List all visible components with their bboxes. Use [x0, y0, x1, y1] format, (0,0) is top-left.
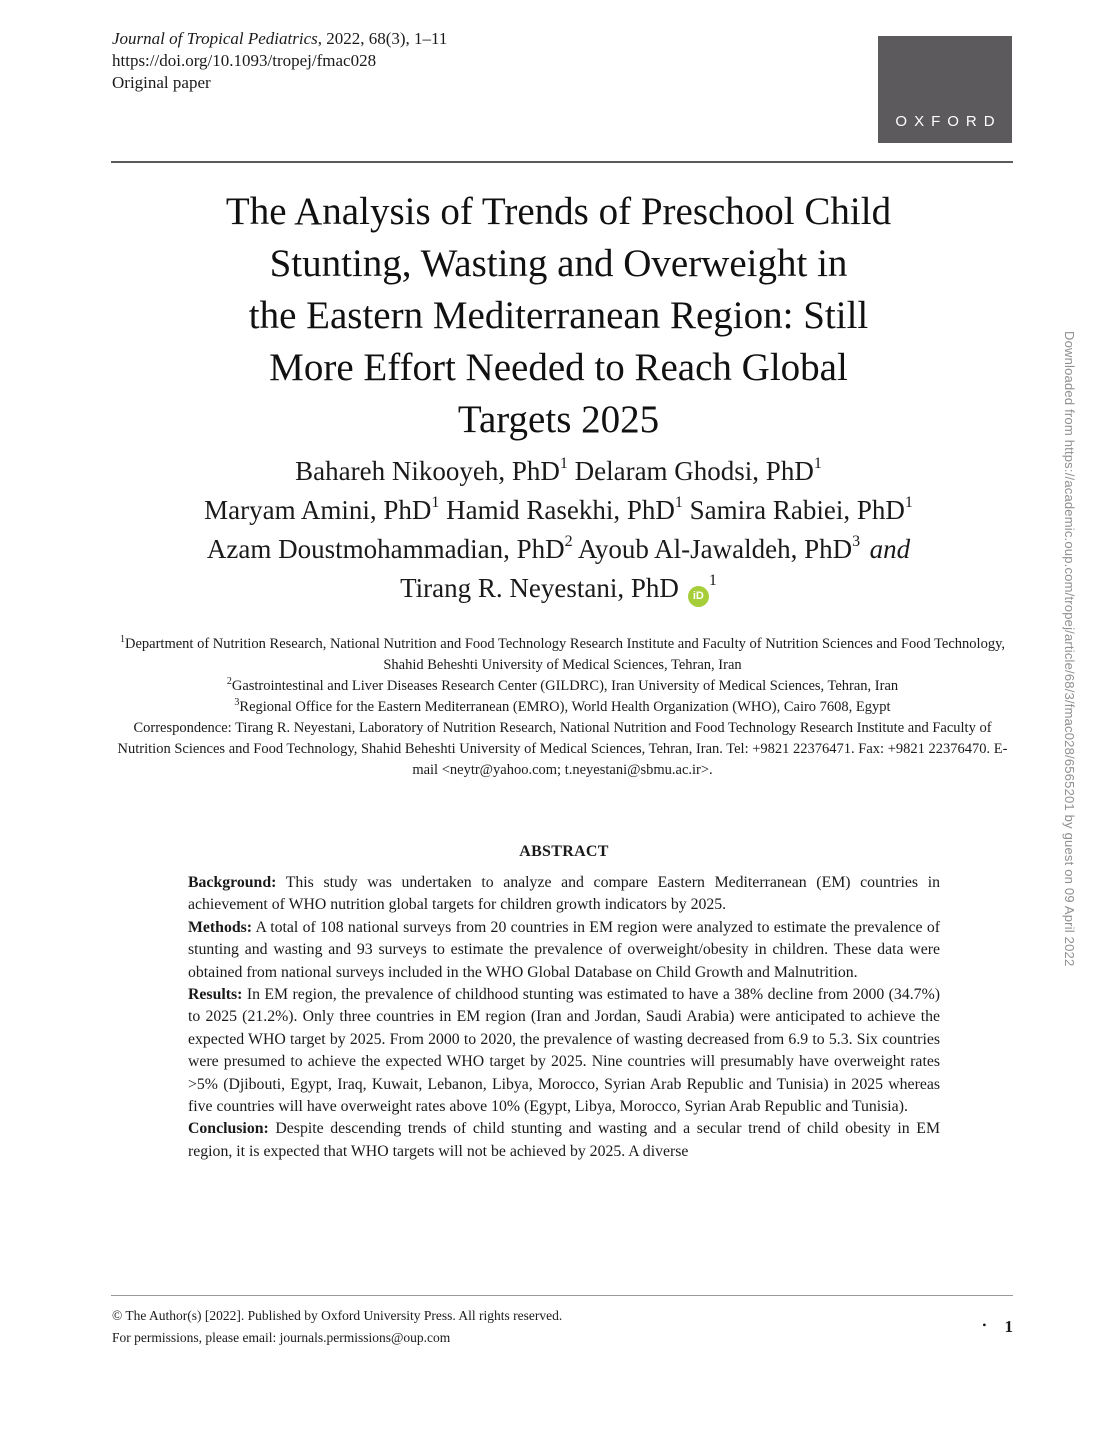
author-name: Delaram Ghodsi, PhD [567, 456, 814, 486]
authors-block [104, 452, 1013, 608]
affiliations-block [112, 634, 1013, 781]
affiliation-superscript: 1 [559, 455, 568, 472]
title-line: Stunting, Wasting and Overweight in [269, 242, 848, 285]
permissions-line: For permissions, please email: journals.permissions@oup.com [112, 1330, 451, 1345]
affiliation-number: 1 [120, 634, 125, 646]
author-name: Hamid Rasekhi, PhD [439, 495, 675, 525]
paragraph-text: This study was undertaken to analyze and compare Eastern Mediterranean (EM) countries in achievement of WHO nutrition global targets for children growth indicators by 2025. [188, 874, 940, 914]
and-connector: and [869, 534, 911, 564]
author-line-2 [104, 491, 1013, 530]
title-line: More Effort Needed to Reach Global [269, 346, 848, 389]
journal-name: Journal of Tropical Pediatrics [112, 29, 318, 48]
author-name: Azam Doustmohammadian, PhD [206, 534, 565, 564]
journal-header [112, 28, 447, 94]
page-number-block [960, 1317, 1013, 1337]
oxford-logo [878, 36, 1012, 143]
abstract-body [188, 872, 940, 1163]
paragraph-label: Results: [188, 986, 243, 1004]
affiliation-superscript: 3 [852, 533, 861, 550]
abstract-paragraph-background [188, 872, 940, 917]
abstract-heading: ABSTRACT [519, 843, 609, 860]
affiliation-text: Department of Nutrition Research, National Nutrition and Food Technology Research Institute and Faculty of Nutrition Sciences and Food Technology, Shahid Beheshti University of Medical Sciences, Tehran, Iran [125, 636, 1005, 673]
affiliation-superscript: 1 [708, 572, 717, 589]
affiliation-superscript: 2 [564, 533, 573, 550]
author-name: Tirang R. Neyestani, PhD [400, 573, 679, 603]
paragraph-label: Conclusion: [188, 1120, 269, 1138]
affiliation-text: Regional Office for the Eastern Mediterranean (EMRO), World Health Organization (WHO), Cairo 7608, Egypt [239, 699, 891, 715]
footer-divider [111, 1295, 1013, 1296]
download-watermark: Downloaded from https://academic.oup.com/tropej/article/68/3/fmac028/6565201 by guest on 09 April 2022 [1062, 331, 1077, 967]
paragraph-text: In EM region, the prevalence of childhood stunting was estimated to have a 38% decline from 2000 (34.7%) to 2025 (21.2%). Only three countries in EM region (Iran and Jordan, Saudi Arabia) were anticipated to achieve the expected WHO target by 2025. From 2000 to 2020, the prevalence of wasting decreased from 6.9 to 5.3. Six countries were presumed to achieve the expected WHO target by 2025. Nine countries will presumably have overweight rates >5% (Djibouti, Egypt, Iraq, Kuwait, Lebanon, Libya, Morocco, Syrian Arab Republic and Tunisia) in 2025 whereas five countries will have overweight rates above 10% (Egypt, Libya, Morocco, Syrian Arab Republic and Tunisia). [188, 986, 940, 1116]
affiliation-text: Gastrointestinal and Liver Diseases Research Center (GILDRC), Iran University of Medical Sciences, Tehran, Iran [231, 678, 899, 694]
affiliation-3 [112, 697, 1013, 718]
paragraph-text: Despite descending trends of child stunting and wasting and a secular trend of child obesity in EM region, it is expected that WHO targets will not be achieved by 2025. A diverse [188, 1120, 940, 1160]
author-name: Bahareh Nikooyeh, PhD [295, 456, 560, 486]
affiliation-1 [112, 634, 1013, 676]
title-line: The Analysis of Trends of Preschool Child [225, 190, 892, 233]
paragraph-label: Background: [188, 874, 277, 891]
oxford-logo-text: OXFORD [895, 113, 1002, 130]
affiliation-superscript: 1 [674, 494, 683, 511]
affiliation-superscript: 1 [813, 455, 822, 472]
title-line: the Eastern Mediterranean Region: Still [248, 294, 869, 337]
journal-line [112, 28, 447, 50]
author-line-1 [104, 452, 1013, 491]
orcid-icon[interactable]: iD [688, 586, 709, 607]
author-line-3 [104, 530, 1013, 569]
author-name: Maryam Amini, PhD [204, 495, 432, 525]
affiliation-superscript: 1 [431, 494, 440, 511]
journal-meta: , 2022, 68(3), 1–11 [317, 29, 448, 48]
author-name: Samira Rabiei, PhD [682, 495, 905, 525]
page-number-bullet: • [982, 1318, 987, 1332]
article-type: Original paper [112, 73, 211, 92]
abstract-paragraph-results [188, 984, 940, 1118]
title-line: Targets 2025 [457, 398, 660, 441]
affiliation-superscript: 1 [904, 494, 913, 511]
page-number: 1 [1004, 1317, 1013, 1336]
paragraph-text: A total of 108 national surveys from 20 countries in EM region were analyzed to estimate the prevalence of stunting and wasting and 93 surveys to estimate the prevalence of overweight/obesity in children. These data were obtained from national surveys included in the WHO Global Database on Child Growth and Malnutrition. [188, 918, 940, 981]
copyright-line: © The Author(s) [2022]. Published by Oxford University Press. All rights reserved. [112, 1308, 563, 1323]
abstract-paragraph-conclusion [188, 1118, 940, 1163]
correspondence: Correspondence: Tirang R. Neyestani, Laboratory of Nutrition Research, National Nutrition and Food Technology Research Institute and Faculty of Nutrition Sciences and Food Technology, Shahid Beheshti University of Medical Sciences, Tehran, Iran. Tel: +9821 22376471. Fax: +9821 22376470. E-mail <neytr@yahoo.com; t.neyestani@sbmu.ac.ir>. [117, 720, 1008, 778]
affiliation-number: 3 [234, 697, 240, 709]
article-title [104, 186, 1013, 446]
affiliation-2 [112, 676, 1013, 697]
author-line-4 [104, 569, 1013, 608]
affiliation-number: 2 [226, 676, 232, 688]
abstract-paragraph-methods [188, 917, 940, 984]
paragraph-label: Methods: [188, 918, 253, 936]
doi-line: https://doi.org/10.1093/tropej/fmac028 [112, 51, 377, 70]
header-divider [111, 161, 1013, 163]
footer-block [112, 1305, 562, 1349]
author-name: Ayoub Al-Jawaldeh, PhD [572, 534, 853, 564]
